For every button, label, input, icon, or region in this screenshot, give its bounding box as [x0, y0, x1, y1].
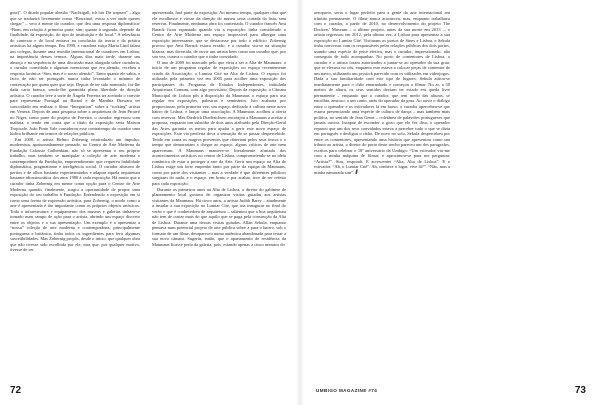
left-page — [0, 0, 292, 405]
right-page — [308, 0, 600, 405]
left-page-column-2 — [152, 10, 286, 376]
page-number-right: 73 — [574, 385, 586, 396]
paragraph: Durante os primeiros anos na Alta de Lisboa, o diretor do gabinete de planeamento local gostava de organizar visitas guiadas aos artistas visitantes da Maumaus. Há cinco anos, a artista Judith Barry – atualmente a instalar a sua exposição no Lumiar Cité, que iria inaugurar no final do verão e que é conhecedora de arquitetura – salientou que a boa arquitetura não tem de custar mais do que aquilo que se paga pela construção da Alta de Lisboa. Durante uma dessas visitas guiadas, Allan Sekula, enquanto pensava num potencial projeto de arte pública sobre a para o bairro, sob o formato de um filme, desapareceu numa autêntica abandonada para testar a sua nova câmara. Sugeriu, então, que o apartamento de residência da Maumaus ficasse perto da galeria, pois, estando apenas a cinco minutos do — [152, 186, 286, 247]
paragraph: gute)”. O ditado popular alemão “Nachtigall, ich hör Dir trapsen” – algo que se traduzirá livremente como “Rouxinol, estou a ver onde queres chegar” – veio à mente do curador, que deu uma resposta diplomática: “Bom, em relação à primeira parte, sim; quanto à segunda, depende da finalidade, da exposição, do tipo de instituição e do local.” A relevância do contexto e do local entrava na conclusão da teoria e da prática artísticas há algum tempo. Em 1999, a curadora suíça Maria Lind falara aos colegas, durante uma reunião internacional de curadores em Lisboa, na importância desses termos. Alguns dias mais tarde, durante um almoço e na sequência de uma discussão mais alargada sobre curadoria, o curador convidado e algumas mencionar que era alemão, recebeu a resposta lacónica “Sim, mas é o nosso alemão”. Tanto quanto ele sabia, o facto de não ser português nunca tinha levantado o mínimo de contestação por quem quer que seja. Depois de ter sido nomeado, foi-lhe dada carta branca, sendo-lhe garantida plena liberdade de direção artística. O curador teve a sorte de Ângela Ferreira ter aceitado o convite para representar Portugal na Bienal e de Manthia Diawara ter concordado em realizar o filme “Integration” sobre a “rocking” artista em Veneza. Depois de uma pesquisa sobre a arquitetura de Jean Prouvé no Níger, como parte do projeto de Ferreira, o curador regressou com malária, o tendo em conta que o título da exposição seria Maison Tropicale. João Pinto Vale considerou esse contratempo do curador uma lúdica brilhante em termos de relações públicas. — [10, 10, 140, 137]
article-end-mark: // — [355, 169, 357, 176]
page-number-left: 72 — [10, 385, 22, 396]
magazine-footer-title: UMBIGO MAGAZINE #74 — [316, 388, 378, 393]
page-gutter — [296, 0, 304, 405]
right-page-column-1 — [314, 10, 450, 376]
paragraph: apresentada, fará parte da exposição. Ao mesmo tempo, qualquer obra que ele escolhesse e viesse da direção do museu seria cortada da lista, sem reservas. Finalmente, nenhuma obra foi contestada. O curador francês Ami Barack ficou espantado quando viu a exposição: tinha considerado o Centro de Arte Moderna um espaço impossível para albergar uma exposição interessante, que se destacasse por todo o edifício. Zobernig provou que Ami Barack estava errado, e o curador viu-se na situação bizarra, mas divertida, de ouvir um artista bem como um curador que, por sua vez, curava o curador que o tinha convidado. — [152, 10, 286, 60]
left-page-column-1 — [10, 10, 140, 376]
paragraph-text: aeroporto, seria o lugar perfeito para a gente da arte internacional em trânsito permanente. O filme nunca aconteceu, mas, enquanto trabalhava com o curador, a partir de 2010, no desenvolvimento do projeto The Dockers’ Museum – o último projeto, antes da sua morte em 2013 –, o artista regressou em 2012, pela última vez, à Lisboa para apresentar a sua exposição no Lumiar Cité. Visitaram os portos de Sines e Lisboa, e Sekula tinha conversas com os responsáveis pelas relações públicas dos dois portos, usando uma espécie de prise efetiva, mas o curador, impressionado, não conseguia de todo acompanhar. No porto de contentores de Lisboa, o curador e o artista foram autorizados a juntar-se ao operador da sua grua, que se elevava no céu, enquanto este estava a colocar peças de contentor de um navio, utilizando um joystick parecido com os utilizados em videojogos. Dada a sua familiaridade com este tipo de lugares, Sekula atirou-se imediatamente para o chão emaranhado e começou a filmar. No ar, a 50 metros de altura, os seus sentidos deviam ter estado em queda livre permanente – enquanto que o curador, que tem medo das alturas, se encolhia, ansioso, a um canto, atrás do operador da grua. Ao ouvir o diálogo entre o operador e os estivadores lá em baixo, o curador apercebeu-se que estava presenciando uma espécie de cultura de dança – mas também mais política, no sentido de Jean Genet – coletânea de palavrões portugueses que jamais ouvira. Incapaz de esconder o gozo que ele fez diso, o operador reparou que um dos seus convidados estava a perceber tudo o que se dizia em português e desligou o rádio. De novo no solo, Sekula despercebeu por entre os contentores, apresentando uma história que apresentou como um tributo ao artista, o diretor do porto deste trecho pareceu um dos paragrafos, escritos para celebrar o 18º aniversário da Umbigo: “Um estivador viu-me com a minha máquina de filmar, e aproximou-se para me perguntar, “Artista?”. Sim, respondi. E acrescentei “Alta, Alta de Lisboa”. E o estivador, “Ah, o Lumiar Cité”. Ah, conhece o lugar, vive lá?”. “Não, mas a minha namorada sim”. — [314, 10, 450, 175]
paragraph: O ano de 2009 foi marcado pelo que viria a ser a Alta de Maumaus: o início de um programa regular de exposições no espaço recentemente criado da Associação, a Lumiar Cité na Alta de Lisboa. O espaço foi utilizado pela primeira vez em 2005 para acolher uma exposição dos participantes do Programa de Estudos Independentes, intitulada Arquitetura Comum, com algo provisório. Depois da exposição, a Câmara Municipal de Lisboa pôs à disposição da Maumaus o espaço para uso regular em exposições, palestras e seminários. Isto acabaria por proporcionar, pela primeira vez, um espaço dedicado à cultura neste novo bairro de Lisboa, e lançar uma associação. A Maumaus acolheu a oferta com reservas. Mas Diedrich Diederichsen encorajou a Maumaus a aceitar a proposta, enquanto um subsídio de dois anos atribuído pela Direção-Geral das Artes garantia os meios para ajudar a gerir este novo espaço de exposições. Este via periferia deva a sensação de se passar despercebido. Tendo em conta os magros proventos que obteriam pelos seus textos e o tempo que demorariam a chegar ao espaço, alguns críticos de arte nem apareceram. A Maumaus manteve-se literalmente afastada dos acontecimentos artísticos no centro de Lisboa, comprometendo-se na ideia romântica de estar a proteger a arte da Arte. Gerir um espaço na Alta de Lisboa exige um forte empenho tanto por parte da equipa da Maumaus, como por parte dos visitantes – mas a verdade é que diferentes públicos surgiram do nada, e o espaço, em bruto e por acabar, teve de ser refeito para cada exposição. — [152, 59, 286, 186]
paragraph: Em 2008, o artista Helmo Zobernig reintroduziu um impulso: modernista, apaixonadamente pensado, no Centro de Arte Moderna da Fundação Calouste Gulbenkian, não só se apresentar o seu próprio trabalho, mas também se manipular a coleção de arte moderna e contemporânea da Fundação, empreendimento que requereu habilidade diplomática, pragmatismo e inteligência social. O curador abusava de peritos e de olhos bastante experimentados e adaptar aquela arquitetura bastante idiossincrática dos anos 1980 à cada exposição. Há muito que o curador tinha Zobernig em mente como opção para o Centro de Arte Moderna quando, finalmente, surgiu a oportunidade de propor uma exposição do seu trabalho à Fundação. Entendendo a exposição em si como uma forma de expressão artística, para Zobernig, o modo como a arte é apresentada é tão importante como os próprios objetos artísticos. Toda a infraestrutura e equipamento dos museus e galerias tinham-se tornado num campo de ação para o artista, abrindo um espaço discreto entre os objetos e a sua apresentação. Um exemplo é a apresentar a “nossa” coleção de arte moderna e contemporânea, principalmente portuguesa e britânica, tinha todos os ingredientes para ferir algumas suscetibilidades. Mas Zobernig propôs, desde o início, que qualquer obra que não tivesse sido escolhida por ele, mas que, por qualquer motivo, tivesse de ser — [10, 136, 140, 253]
paragraph — [314, 10, 450, 176]
